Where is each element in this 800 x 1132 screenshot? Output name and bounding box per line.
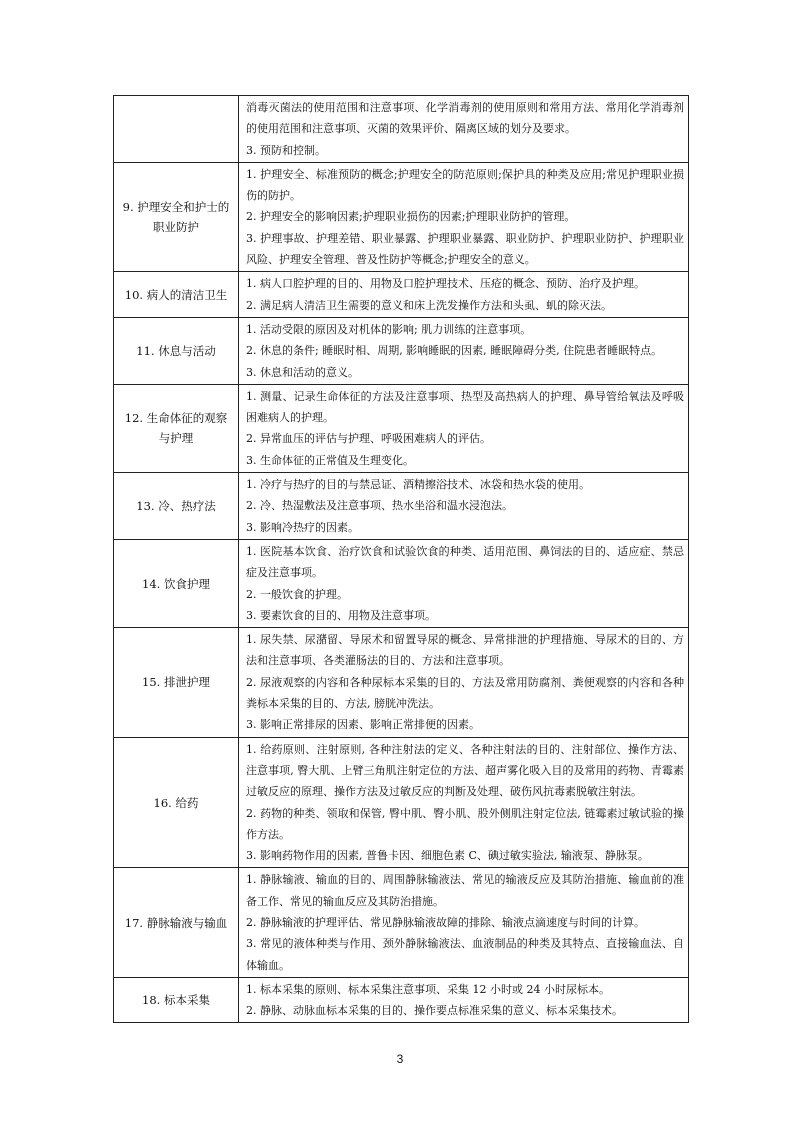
content-line: 2. 药物的种类、领取和保管, 臀中肌、臀小肌、股外侧肌注射定位法, 链霉素过敏试验的操作方法。 bbox=[246, 806, 684, 841]
content-line: 1. 护理安全、标准预防的概念;护理安全的防范原则;保护具的种类及应用;常见护理职业损伤的防护。 bbox=[246, 167, 684, 203]
content-line: 2. 静脉、动脉血标本采集的目的、操作要点标准采集的意义、标本采集技术。 bbox=[246, 1004, 623, 1018]
content-line: 2. 异常血压的评估与护理、呼吸困难病人的评估。 bbox=[246, 432, 491, 446]
table-row bbox=[114, 868, 689, 977]
content-line: 1. 病人口腔护理的目的、用物及口腔护理技术、压疮的概念、预防、治疗及护理。 bbox=[246, 277, 645, 291]
table-row bbox=[114, 539, 689, 627]
content-line: 2. 静脉输液的护理评估、常见静脉输液故障的排除、输液点滴速度与时间的计算。 bbox=[246, 915, 645, 929]
content-cell bbox=[239, 977, 689, 1023]
content-line: 1. 给药原则、注射原则, 各种注射法的定义、各种注射法的目的、注射部位、操作方法、注意事项, 臀大肌、上臂三角肌注射定位的方法、超声雾化吸入目的及常用的药物、青霉素过敏反应的原理、操作方法及过敏反应的判断及处理、破伤风抗毒素脱敏注射法。 bbox=[246, 742, 684, 799]
syllabus-table-body bbox=[114, 96, 689, 1023]
content-line: 消毒灭菌法的使用范围和注意事项、化学消毒剂的使用原则和常用方法、常用化学消毒剂的使用范围和注意事项、灭菌的效果评价、隔离区域的划分及要求。 bbox=[246, 101, 684, 136]
content-line: 3. 影响冷热疗的因素。 bbox=[246, 520, 359, 534]
content-line: 2. 护理安全的影响因素;护理职业损伤的因素;护理职业防护的管理。 bbox=[246, 210, 576, 224]
topic-cell: 9. 护理安全和护士的职业防护 bbox=[114, 162, 239, 271]
content-line: 2. 满足病人清洁卫生需要的意义和床上洗发操作方法和头虱、虮的除灭法。 bbox=[246, 298, 612, 312]
table-row bbox=[114, 977, 689, 1023]
content-cell bbox=[239, 473, 689, 540]
topic-cell: 13. 冷、热疗法 bbox=[114, 473, 239, 540]
content-line: 1. 尿失禁、尿潴留、导尿术和留置导尿的概念、异常排泄的护理措施、导尿术的目的、方法和注意事项、各类灌肠法的目的、方法和注意事项。 bbox=[246, 633, 684, 668]
topic-cell: 10. 病人的清洁卫生 bbox=[114, 272, 239, 318]
table-row bbox=[114, 162, 689, 271]
content-line: 2. 尿液观察的内容和各种尿标本采集的目的、方法及常用防腐剂、粪便观察的内容和各种粪标本采集的目的、方法, 膀胱冲洗法。 bbox=[246, 675, 684, 711]
topic-cell: 17. 静脉输液与输血 bbox=[114, 868, 239, 977]
content-line: 2. 一般饮食的护理。 bbox=[246, 587, 348, 601]
table-row bbox=[114, 473, 689, 540]
content-line: 1. 标本采集的原则、标本采集注意事项、采集 12 小时或 24 小时尿标本。 bbox=[246, 982, 610, 996]
topic-cell: 12. 生命体征的观察与护理 bbox=[114, 384, 239, 472]
content-line: 3. 休息和活动的意义。 bbox=[246, 365, 359, 379]
content-line: 1. 活动受限的原因及对机体的影响; 肌力训练的注意事项。 bbox=[246, 322, 532, 336]
table-row bbox=[114, 317, 689, 384]
topic-cell: 14. 饮食护理 bbox=[114, 539, 239, 627]
content-line: 3. 要素饮食的目的、用物及注意事项。 bbox=[246, 608, 436, 622]
topic-cell: 11. 休息与活动 bbox=[114, 317, 239, 384]
table-row bbox=[114, 272, 689, 318]
topic-cell: 15. 排泄护理 bbox=[114, 628, 239, 737]
content-line: 1. 测量、记录生命体征的方法及注意事项、热型及高热病人的护理、鼻导管给氧法及呼吸困难病人的护理。 bbox=[246, 389, 684, 425]
table-row bbox=[114, 384, 689, 472]
content-line: 3. 影响药物作用的因素, 普鲁卡因、细胞色素 C、碘过敏实验法, 输液泵、静脉泵。 bbox=[246, 849, 649, 863]
table-row bbox=[114, 737, 689, 868]
content-line: 1. 静脉输液、输血的目的、周围静脉输液法、常见的输液反应及其防治措施、输血前的准备工作、常见的输血反应及其防治措施。 bbox=[246, 873, 684, 908]
content-cell bbox=[239, 384, 689, 472]
table-row bbox=[114, 96, 689, 163]
syllabus-table bbox=[113, 95, 689, 1023]
content-cell bbox=[239, 317, 689, 384]
table-row bbox=[114, 628, 689, 737]
content-line: 3. 影响正常排尿的因素、影响正常排便的因素。 bbox=[246, 718, 480, 732]
content-cell bbox=[239, 628, 689, 737]
content-line: 1. 医院基本饮食、治疗饮食和试验饮食的种类、适用范围、鼻饲法的目的、适应症、禁忌症及注意事项。 bbox=[246, 544, 684, 580]
topic-cell: 16. 给药 bbox=[114, 737, 239, 868]
content-line: 2. 休息的条件; 睡眠时相、周期, 影响睡眠的因素, 睡眠障碍分类, 住院患者睡眠特点。 bbox=[246, 344, 663, 358]
page-number: 3 bbox=[396, 1052, 404, 1066]
content-line: 3. 常见的液体种类与作用、颈外静脉输液法、血液制品的种类及其特点、直接输血法、自体输血。 bbox=[246, 937, 684, 972]
content-line: 3. 预防和控制。 bbox=[246, 143, 326, 157]
topic-cell: 18. 标本采集 bbox=[114, 977, 239, 1023]
content-line: 1. 冷疗与热疗的目的与禁忌证、酒精擦浴技术、冰袋和热水袋的使用。 bbox=[246, 478, 590, 492]
content-line: 3. 护理事故、护理差错、职业暴露、护理职业暴露、职业防护、护理职业防护、护理职业风险、护理安全管理、普及性防护等概念;护理安全的意义。 bbox=[246, 231, 684, 267]
content-cell bbox=[239, 737, 689, 868]
content-cell bbox=[239, 96, 689, 163]
content-cell bbox=[239, 868, 689, 977]
content-cell bbox=[239, 272, 689, 318]
content-cell bbox=[239, 162, 689, 271]
content-line: 3. 生命体征的正常值及生理变化。 bbox=[246, 453, 414, 467]
topic-cell bbox=[114, 96, 239, 163]
content-cell bbox=[239, 539, 689, 627]
content-line: 2. 冷、热湿敷法及注意事项、热水坐浴和温水浸泡法。 bbox=[246, 499, 513, 513]
